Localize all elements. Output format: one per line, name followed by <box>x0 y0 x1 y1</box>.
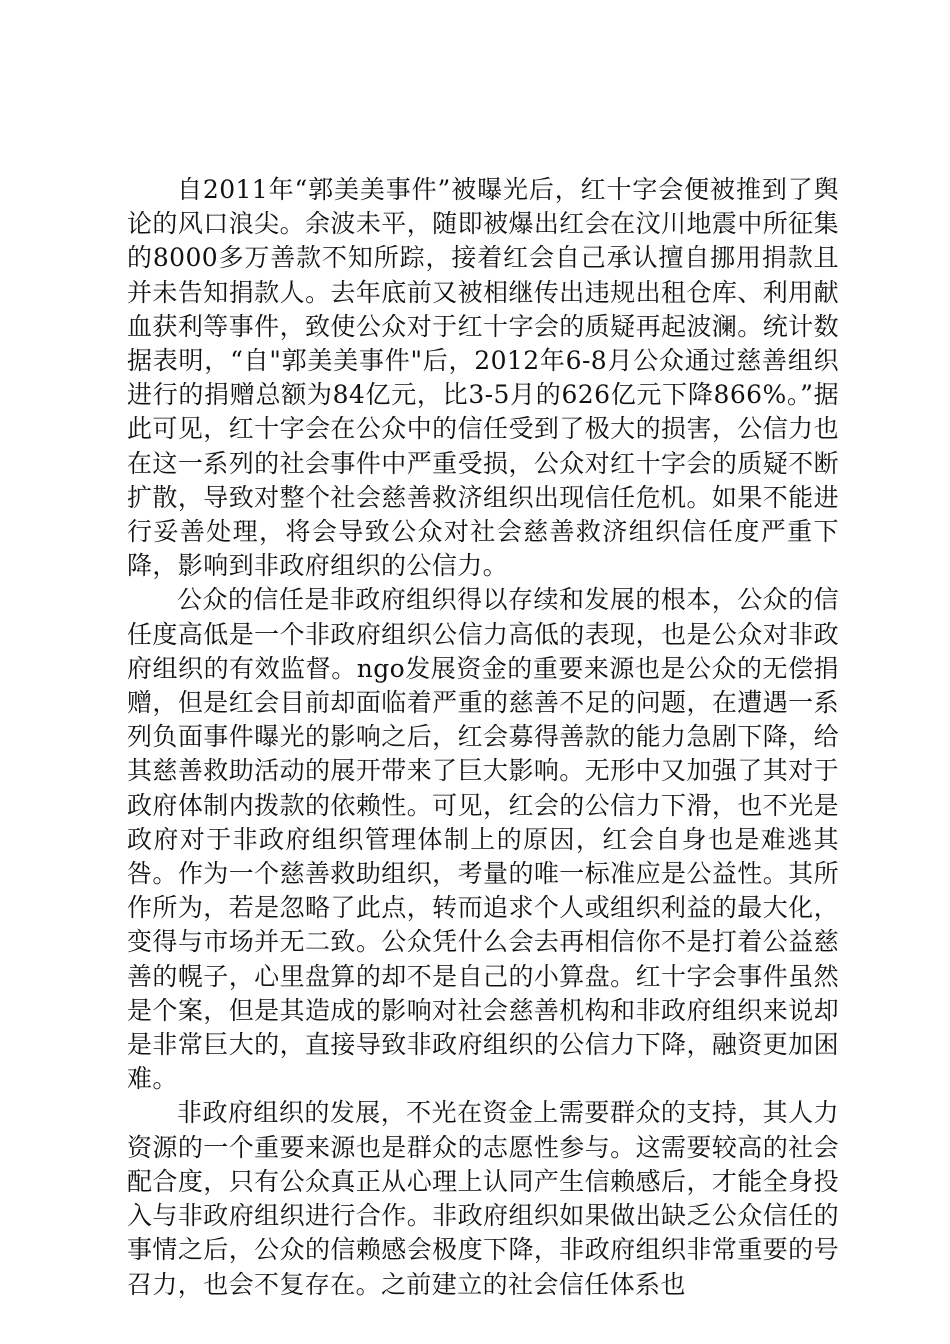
paragraph-3: 非政府组织的发展，不光在资金上需要群众的支持，其人力资源的一个重要来源也是群众的志愿性参与。这需要较高的社会配合度，只有公众真正从心理上认同产生信赖感后，才能全身投入与非政府组织进行合作。非政府组织如果做出缺乏公众信任的事情之后，公众的信赖感会极度下降，非政府组织非常重要的号召力，也会不复存在。之前建立的社会信任体系也 <box>127 1098 839 1299</box>
document-body <box>127 173 839 1302</box>
paragraph-2: 公众的信任是非政府组织得以存续和发展的根本，公众的信任度高低是一个非政府组织公信力高低的表现，也是公众对非政府组织的有效监督。ngo发展资金的重要来源也是公众的无偿捐赠，但是红会目前却面临着严重的慈善不足的问题，在遭遇一系列负面事件曝光的影响之后，红会募得善款的能力急剧下降，给其慈善救助活动的展开带来了巨大影响。无形中又加强了其对于政府体制内拨款的依赖性。可见，红会的公信力下滑，也不光是政府对于非政府组织管理体制上的原因，红会自身也是难逃其咎。作为一个慈善救助组织，考量的唯一标准应是公益性。其所作所为，若是忽略了此点，转而追求个人或组织利益的最大化，变得与市场并无二致。公众凭什么会去再相信你不是打着公益慈善的幌子，心里盘算的却不是自己的小算盘。红十字会事件虽然是个案，但是其造成的影响对社会慈善机构和非政府组织来说却是非常巨大的，直接导致非政府组织的公信力下降，融资更加困难。 <box>127 585 839 1094</box>
paragraph-1: 自2011年“郭美美事件”被曝光后，红十字会便被推到了舆论的风口浪尖。余波未平，随即被爆出红会在汶川地震中所征集的8000多万善款不知所踪，接着红会自己承认擅自挪用捐款且并未告知捐款人。去年底前又被相继传出违规出租仓库、利用献血获利等事件，致使公众对于红十字会的质疑再起波澜。统计数据表明，“自"郭美美事件"后，2012年6-8月公众通过慈善组织进行的捐赠总额为84亿元，比3-5月的626亿元下降866%。”据此可见，红十字会在公众中的信任受到了极大的损害，公信力也在这一系列的社会事件中严重受损，公众对红十字会的质疑不断扩散，导致对整个社会慈善救济组织出现信任危机。如果不能进行妥善处理，将会导致公众对社会慈善救济组织信任度严重下降，影响到非政府组织的公信力。 <box>127 175 839 581</box>
